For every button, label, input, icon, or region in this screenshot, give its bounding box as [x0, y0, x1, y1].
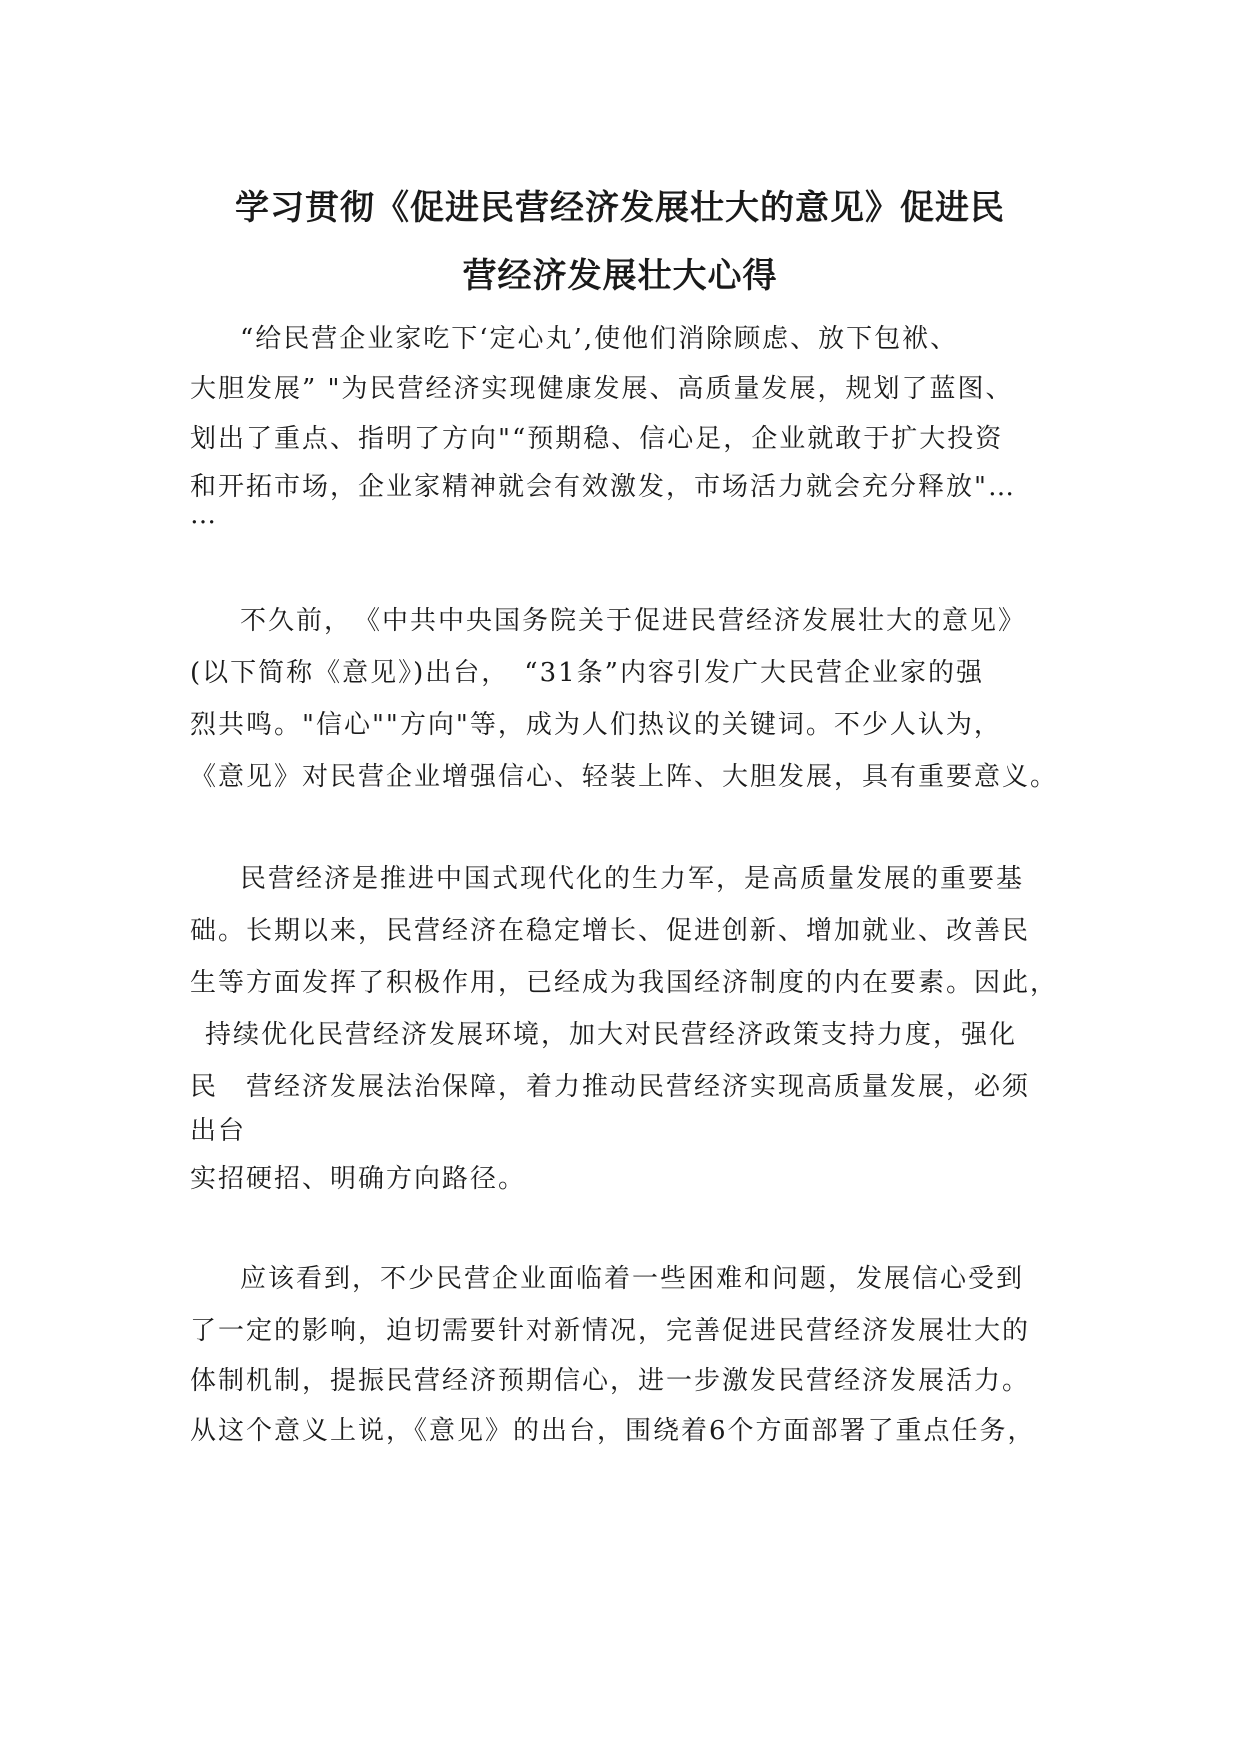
paragraph-1-line-5: …	[190, 500, 218, 530]
paragraph-3-line-1: 民营经济是推进中国式现代化的生力军，是高质量发展的重要基	[240, 864, 1025, 894]
paragraph-4-line-4: 从这个意义上说，《意见》的出台，围绕着6个方面部署了重点任务，	[190, 1416, 1036, 1446]
paragraph-3-line-4: 持续优化民营经济发展环境，加大对民营经济政策支持力度，强化	[205, 1020, 1018, 1050]
paragraph-2-line-2: (以下简称《意见》)出台， “31条”内容引发广大民营企业家的强	[190, 658, 984, 688]
document-title-line-2: 营经济发展壮大心得	[462, 256, 778, 296]
paragraph-2-line-1: 不久前， 《中共中央国务院关于促进民营经济发展壮大的意见》	[240, 606, 1027, 636]
paragraph-3-line-5: 民 营经济发展法治保障，着力推动民营经济实现高质量发展，必须	[190, 1072, 1031, 1102]
paragraph-1-line-3: 划出了重点、指明了方向"“预期稳、信心足，企业就敢于扩大投资	[190, 424, 1004, 454]
paragraph-2-line-3: 烈共鸣。"信心""方向"等，成为人们热议的关键词。不少人认为，	[190, 710, 1002, 740]
paragraph-4-line-1: 应该看到，不少民营企业面临着一些困难和问题，发展信心受到	[240, 1264, 1025, 1294]
paragraph-3-line-7: 实招硬招、明确方向路径。	[190, 1164, 527, 1194]
paragraph-3-line-6: 出台	[190, 1116, 247, 1146]
paragraph-1-line-2: 大胆发展” "为民营经济实现健康发展、高质量发展，规划了蓝图、	[190, 374, 1014, 404]
paragraph-1-line-4: 和开拓市场，企业家精神就会有效激发，市场活力就会充分释放"…	[190, 472, 1016, 502]
paragraph-3-line-2: 础。长期以来，民营经济在稳定增长、促进创新、增加就业、改善民	[190, 916, 1031, 946]
paragraph-2-line-4: 《意见》对民营企业增强信心、轻装上阵、大胆发展，具有重要意义。	[190, 762, 1059, 792]
paragraph-3-line-3: 生等方面发挥了积极作用，已经成为我国经济制度的内在要素。因此，	[190, 968, 1059, 998]
paragraph-4-line-2: 了一定的影响，迫切需要针对新情况，完善促进民营经济发展壮大的	[190, 1316, 1031, 1346]
paragraph-4-line-3: 体制机制，提振民营经济预期信心，进一步激发民营经济发展活力。	[190, 1366, 1031, 1396]
paragraph-1-line-1: “给民营企业家吃下‘定心丸’,使他们消除顾虑、放下包袱、	[240, 324, 959, 354]
document-title-line-1: 学习贯彻《促进民营经济发展壮大的意见》促进民	[235, 188, 1005, 228]
